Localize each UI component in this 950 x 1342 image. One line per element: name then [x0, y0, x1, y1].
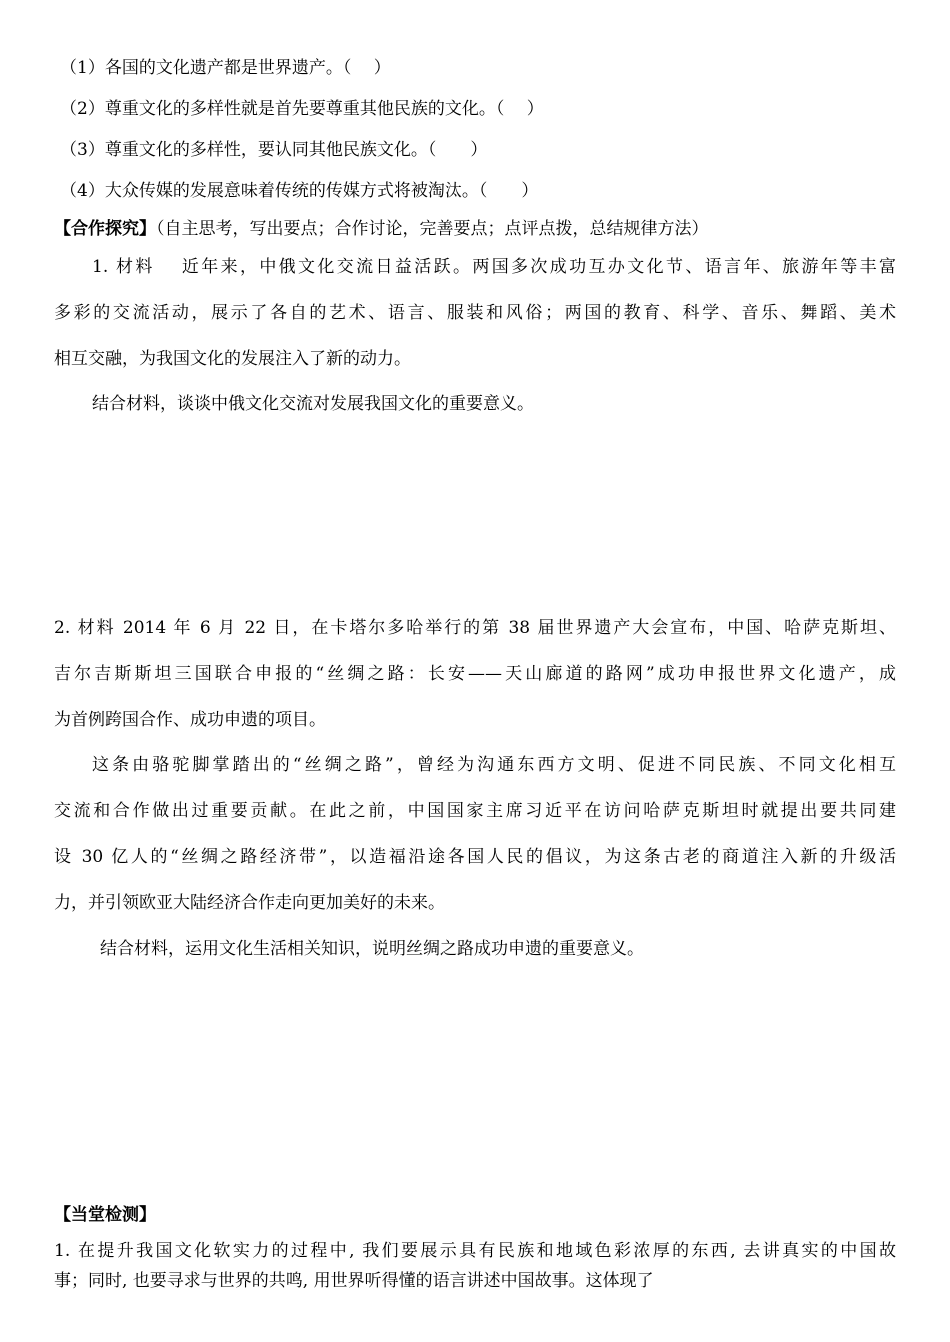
- judgment-item-1: （1）各国的文化遗产都是世界遗产。（ ）: [60, 58, 391, 78]
- q2-para2-line-2: 交流和合作做出过重要贡献。在此之前，中国国家主席习近平在访问哈萨克斯坦时就提出要共同建: [54, 801, 896, 821]
- coop-heading: 【合作探究】: [54, 219, 156, 239]
- check-q1-line-1: 1. 在提升我国文化软实力的过程中, 我们要展示具有民族和地域色彩浓厚的东西, 去讲真实的中国故: [54, 1241, 896, 1261]
- coop-instruction: （自主思考，写出要点；合作讨论，完善要点；点评点拨，总结规律方法）: [156, 219, 709, 239]
- q1-material-line-1: 1. 材料 近年来，中俄文化交流日益活跃。两国多次成功互办文化节、语言年、旅游年等丰富: [92, 257, 896, 277]
- q2-para2-line-4: 力，并引领欧亚大陆经济合作走向更加美好的未来。: [54, 893, 445, 913]
- q2-question: 结合材料，运用文化生活相关知识，说明丝绸之路成功申遗的重要意义。: [100, 939, 644, 959]
- q1-question: 结合材料，谈谈中俄文化交流对发展我国文化的重要意义。: [92, 394, 534, 414]
- q1-material-line-2: 多彩的交流活动，展示了各自的艺术、语言、服装和风俗；两国的教育、科学、音乐、舞蹈、美术: [54, 303, 896, 323]
- q2-para2-line-3: 设 30 亿人的“丝绸之路经济带”，以造福沿途各国人民的倡议，为这条古老的商道注入新的升级活: [54, 847, 896, 867]
- q2-material-line-2: 吉尔吉斯斯坦三国联合申报的“丝绸之路：长安——天山廊道的路网”成功申报世界文化遗产，成: [54, 664, 896, 684]
- judgment-item-2: （2）尊重文化的多样性就是首先要尊重其他民族的文化。（ ）: [60, 99, 544, 119]
- judgment-item-4: （4）大众传媒的发展意味着传统的传媒方式将被淘汰。（ ）: [60, 181, 539, 201]
- check-q1-line-2: 事；同时, 也要寻求与世界的共鸣, 用世界听得懂的语言讲述中国故事。这体现了: [54, 1271, 654, 1291]
- coop-section-header: [54, 218, 709, 240]
- q2-material-line-3: 为首例跨国合作、成功申遗的项目。: [54, 710, 326, 730]
- check-heading: 【当堂检测】: [54, 1205, 156, 1225]
- q1-material-line-3: 相互交融，为我国文化的发展注入了新的动力。: [54, 349, 411, 369]
- judgment-item-3: （3）尊重文化的多样性，要认同其他民族文化。（ ）: [60, 140, 488, 160]
- q2-para2-line-1: 这条由骆驼脚掌踏出的“丝绸之路”，曾经为沟通东西方文明、促进不同民族、不同文化相互: [92, 755, 896, 775]
- q2-material-line-1: 2. 材料 2014 年 6 月 22 日，在卡塔尔多哈举行的第 38 届世界遗产大会宣布，中国、哈萨克斯坦、: [54, 618, 896, 638]
